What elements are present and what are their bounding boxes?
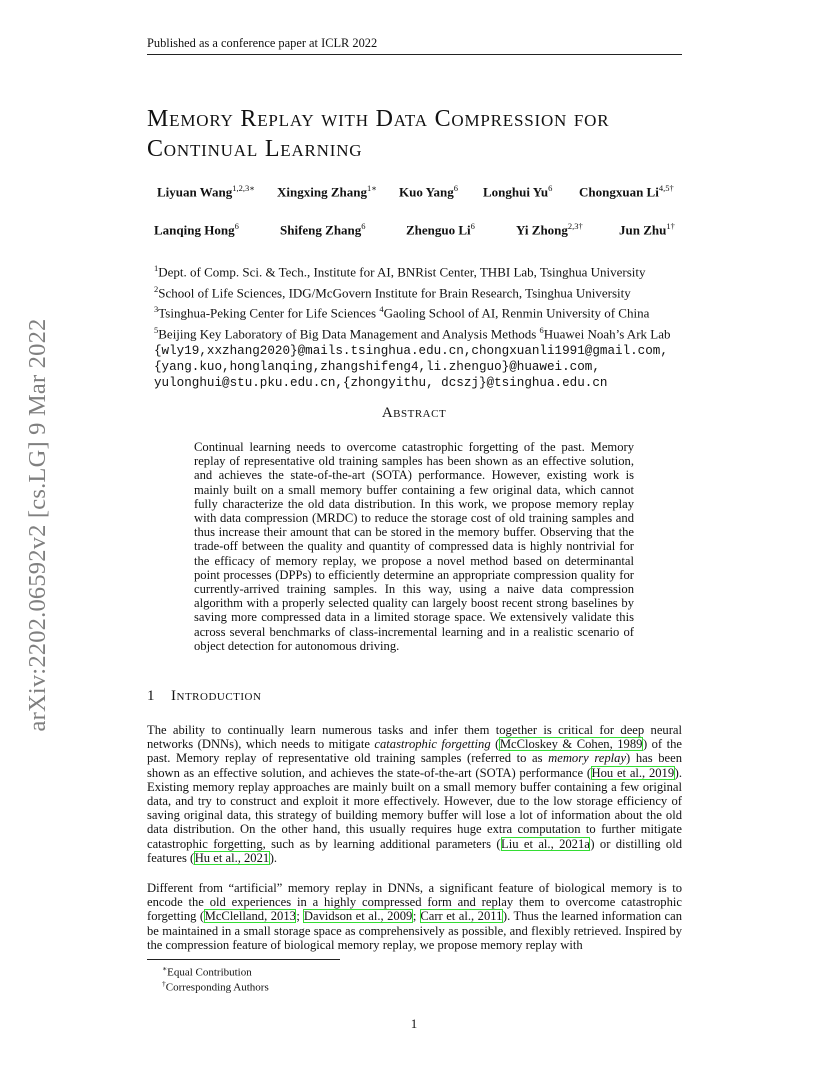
- author-name: Yi Zhong$^{2,3\dagger}$: [516, 221, 583, 238]
- footnote: †Corresponding Authors: [162, 979, 269, 994]
- running-header: Published as a conference paper at ICLR 2022: [147, 36, 682, 55]
- page-number: 1: [410, 1016, 418, 1031]
- email-line: yulonghui@stu.pku.edu.cn,{zhongyithu, dcszj}@tsinghua.edu.cn: [154, 376, 608, 391]
- citation-link[interactable]: McClelland, 2013: [204, 909, 296, 924]
- section-number: 1: [147, 688, 155, 704]
- affiliation-line: $^5$Beijing Key Laboratory of Big Data Management and Analysis Methods $^6$Huawei Noah’s Ark Lab: [154, 324, 671, 342]
- paper-title: [147, 104, 707, 164]
- email-line: {wly19,xxzhang2020}@mails.tsinghua.edu.cn,chongxuanli1991@gmail.com,: [154, 343, 668, 358]
- author-name: Jun Zhu$^{1\dagger}$: [619, 221, 675, 238]
- abstract-body: Continual learning needs to overcome catastrophic forgetting of the past. Memory replay of representative old training samples has been shown as an effective solution, and achieves the state-of-the-art (SOTA) performance. However, existing work is mainly built on a small memory buffer containing a few original data, which cannot fully characterize the old data distribution. In this work, we propose memory replay with data compression (MRDC) to reduce the storage cost of old training samples and thus increase their amount that can be stored in the memory buffer. Observing that the trade-off between the quality and quantity of compressed data is highly nontrivial for the efficacy of memory replay, we propose a novel method based on determinantal point processes (DPPs) to efficiently determine an appropriate compression quality for currently-arrived training samples. In this way, using a naive data compression algorithm with a properly selected quality can largely boost recent strong baselines by saving more compressed data in a limited storage space. We extensively validate this across several benchmarks of class-incremental learning and in a realistic scenario of object detection for autonomous driving.: [194, 440, 634, 653]
- intro-paragraph-2: Different from “artificial” memory replay in DNNs, a significant feature of biological memory is to encode the old experiences in a highly compressed form and replay them to overcome catastrophic forgetting (McClelland, 2013; Davidson et al., 2009; Carr et al., 2011). Thus the learned information can be maintained in a small storage space as comprehensively as possible, and flexibly retrieved. Inspired by the compression feature of biological memory replay, we propose memory replay with: [147, 881, 682, 952]
- section-title: Introduction: [171, 688, 262, 704]
- arxiv-sidebar: [20, 290, 56, 760]
- affiliations: [154, 260, 714, 391]
- citation-link[interactable]: Hu et al., 2021: [194, 850, 270, 865]
- citation-link[interactable]: Davidson et al., 2009: [303, 909, 413, 924]
- citation-link[interactable]: Liu et al., 2021a: [501, 836, 590, 851]
- citation-link[interactable]: McCloskey & Cohen, 1989: [499, 737, 643, 752]
- author-name: Shifeng Zhang$^6$: [280, 221, 366, 238]
- affiliation-line: $^2$School of Life Sciences, IDG/McGovern Institute for Brain Research, Tsinghua University: [154, 283, 631, 300]
- citation-link[interactable]: Hou et al., 2019: [591, 765, 675, 780]
- footnote-divider: [147, 959, 340, 960]
- author-name: Chongxuan $Li^{4,5\dagger}$: [579, 183, 674, 200]
- citation-link[interactable]: Carr et al., 2011: [420, 909, 503, 924]
- author-name: Zhenguo Li$^6$: [406, 221, 475, 238]
- intro-paragraph-1: The ability to continually learn numerous tasks and infer them together is critical for deep neural networks (DNNs), which needs to mitigate catastrophic forgetting (McCloskey & Cohen, 1989) of the past. Memory replay of representative old training samples (referred to as memory replay) has been shown as an effective solution, and achieves the state-of-the-art (SOTA) performance (Hou et al., 2019). Existing memory replay approaches are mainly built on a small memory buffer containing a few original data, and try to construct and exploit it more effectively. However, due to the low storage efficiency of saving original data, this strategy of building memory buffer will lose a lot of information about the old data distribution. On the other hand, this usually requires huge extra computation to further mitigate catastrophic forgetting, such as by learning additional parameters (Liu et al., 2021a) or distilling old features (Hu et al., 2021).: [147, 723, 683, 865]
- title-line-1: Memory Replay with Data Compression for: [147, 106, 610, 132]
- author-name: Lanqing Hong$^6$: [154, 221, 239, 238]
- author-name: Xingxing Zhang$^{1∗}$: [277, 183, 377, 200]
- affiliation-line: $^3$Tsinghua-Peking Center for Life Sciences $^4$Gaoling School of AI, Renmin University of China: [154, 304, 650, 321]
- author-name: Kuo Yang$^6$: [399, 183, 459, 200]
- arxiv-identifier[interactable]: arXiv:2202.06592v2 [cs.LG] 9 Mar 2022: [24, 318, 51, 732]
- section-heading: [147, 688, 261, 705]
- author-name: Longhui Yu$^6$: [483, 183, 553, 200]
- author-name: Liyuan Wang$^{1,2,3∗}$: [157, 183, 256, 200]
- footnote: ∗Equal Contribution: [162, 964, 252, 979]
- affiliation-line: $^1$Dept. of Comp. Sci. & Tech., Institute for AI, BNRist Center, THBI Lab, Tsinghua University: [154, 263, 646, 280]
- email-line: {yang.kuo,honglanqing,zhangshifeng4,li.zhenguo}@huawei.com,: [154, 359, 600, 374]
- abstract-heading: Abstract: [381, 405, 447, 421]
- title-line-2: Continual Learning: [147, 136, 363, 162]
